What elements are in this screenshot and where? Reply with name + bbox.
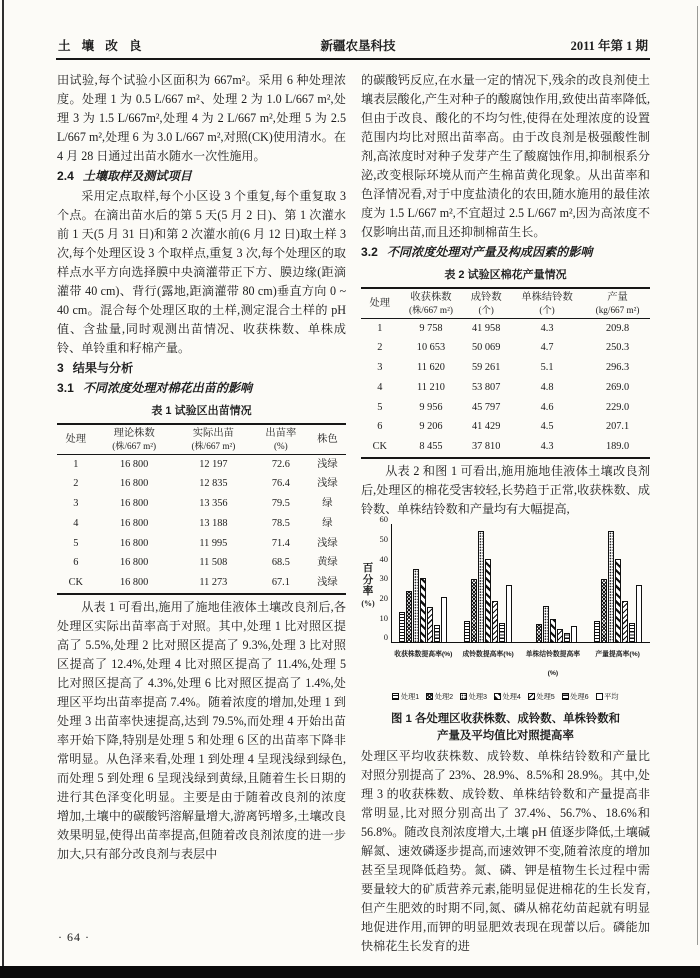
table-cell: 3 — [377, 362, 383, 374]
bar-处理3 — [543, 606, 549, 643]
bar-处理3 — [413, 569, 419, 643]
table-cell: 12 197 — [199, 458, 228, 470]
table-cell: 76.4 — [271, 478, 290, 490]
table-row — [57, 495, 346, 515]
table-cell: 59 261 — [472, 362, 501, 374]
bar-处理5 — [492, 601, 498, 642]
bar-处理2 — [601, 579, 607, 643]
section-number: 2.4 — [57, 169, 74, 183]
bar-处理2 — [406, 591, 412, 642]
journal-title: 新疆农垦科技 — [320, 39, 396, 53]
bar-group — [529, 606, 578, 643]
table-cell: 浅绿 — [317, 537, 338, 549]
table-row — [57, 455, 346, 475]
table-row — [361, 378, 650, 398]
legend-item: 处理2 — [426, 687, 453, 706]
bar-group — [464, 531, 513, 643]
table-cell: 78.5 — [271, 517, 290, 529]
bar-处理6 — [629, 623, 635, 642]
column-header: 处理 — [57, 424, 95, 455]
table-cell: 9 956 — [419, 401, 443, 413]
table-cell: 1 — [377, 322, 383, 334]
table-cell: 72.6 — [271, 458, 290, 470]
column-header: 收获株数 (株/667 m²) — [399, 288, 464, 319]
table-row — [361, 319, 650, 339]
section-number: 3.2 — [361, 245, 378, 259]
table-cell: 16 800 — [120, 557, 149, 569]
right-column — [361, 71, 650, 956]
paragraph-acid-reaction: 的碳酸钙反应,在水量一定的情况下,残余的改良剂使土壤表层酸化,产生对种子的酸腐蚀作用,致使出苗率降低,但由于改良、酸化的不均匀性,使得在处理浓度的设置范围内均比对照出苗率高。由于改良剂是极强酸性制剂,高浓度时对种子发芽产生了酸腐蚀作用,抑制根系分泌,改变根际环境从而产生棉苗黄化现象。从出苗率和色泽情况看,对于中度盐渍化的农田,随水施用的最佳浓度为 1.5 L/667 m²,不宜超过 2.5 L/667 m²,因为高浓度不仅影响出苗,而且还抑制棉苗生长。 — [361, 73, 650, 239]
table-cell: 5.1 — [540, 362, 554, 374]
two-column-body — [57, 71, 650, 956]
legend-swatch — [562, 693, 569, 700]
column-header: 理论株数 (株/667 m²) — [95, 424, 174, 455]
column-header: 实际出苗 (株/667 m²) — [174, 424, 253, 455]
legend-swatch — [392, 693, 399, 700]
table1-caption: 表 1 试验区出苗情况 — [151, 405, 252, 417]
y-tick-label: 50 — [379, 533, 388, 544]
table-cell: 绿 — [322, 517, 333, 529]
table-cell: 1 — [73, 458, 79, 470]
table-cell: 41 429 — [472, 421, 501, 433]
table-cell: 16 800 — [120, 537, 149, 549]
table-cell: 3 — [73, 498, 79, 510]
paragraph-field-trial: 田试验,每个试验小区面积为 667m²。采用 6 种处理浓度。处理 1 为 0.5 L/667 m²、处理 2 为 1.0 L/667 m²,处理 3 为 1.5 L/667m²,处理 4 为 2 L/667 m²,处理 5 为 2.5 L/667 m²,处理 6 为 3.0 L/667 m²,对照(CK)使用清水。在 4 月 28 日通过出苗水随水一次性施用。 — [57, 73, 346, 163]
bar-处理5 — [557, 629, 563, 643]
table-cell: 2 — [377, 342, 383, 354]
table-cell: 229.0 — [605, 401, 630, 413]
section-title: 不同浓度处理对棉花出苗的影响 — [82, 381, 253, 395]
table-cell: 黄绿 — [317, 557, 338, 569]
x-category-label: 成铃数提高率(%) — [462, 651, 514, 659]
table-row — [361, 418, 650, 438]
table-cell: 11 273 — [199, 576, 228, 588]
table-row — [57, 534, 346, 554]
column-header: 产量 (kg/667 m²) — [585, 288, 650, 319]
table-cell: 296.3 — [605, 362, 630, 374]
legend-item: 处理4 — [494, 687, 521, 706]
bar-处理5 — [622, 601, 628, 643]
table-cell: 250.3 — [605, 342, 630, 354]
table-cell: CK — [68, 576, 83, 588]
table-header-row — [361, 288, 650, 319]
column-header: 株色 — [309, 424, 346, 455]
table-cell: 4 — [73, 517, 79, 529]
table-cell: 68.5 — [271, 557, 290, 569]
y-axis — [375, 514, 391, 643]
bar-处理3 — [478, 531, 484, 643]
bar-group — [594, 531, 643, 643]
table-cell: CK — [372, 440, 387, 452]
y-tick-label: 30 — [379, 573, 388, 584]
table-cell: 2 — [73, 478, 79, 490]
table-cell: 10 653 — [416, 342, 446, 354]
chart-legend — [361, 687, 650, 706]
y-tick-label: 20 — [379, 592, 388, 603]
section-heading-3-1 — [57, 379, 346, 398]
table-row — [57, 514, 346, 534]
table-cell: 4.5 — [540, 421, 554, 433]
table-cell: 11 995 — [199, 537, 228, 549]
column-header: 单株结铃数 (个) — [509, 288, 585, 319]
scan-edge-left — [2, 0, 4, 978]
table-cell: 4.6 — [540, 401, 554, 413]
bar-平均 — [441, 597, 447, 642]
bar-处理4 — [485, 559, 491, 642]
paragraph-table1-analysis: 从表 1 可看出,施用了施地佳液体土壤改良剂后,各处理区实际出苗率高于对照。其中,处理 1 比对照区提高了 5.5%,处理 2 比对照区提高了 9.3%,处理 3 比对照区提高了 12.4%,处理 4 比对照区提高了 11.4%,处理 5 比对照区提高了 4.3%,处理 6 比对照区提高了 1.4%,处理区平均出苗率提高 7.4%。随着浓度的增加,处理 1 到处理 3 出苗率快速提高,达到 79.5%,而处理 4 开始出苗率开始下降,特别是处理 5 和处理 6 区的出苗率下降非常明显。从色泽来看,处理 1 到处理 4 呈现浅绿到绿色,而处理 5 到处理 6 呈现浅绿到黄绿,且随着生长日期的进行其色泽变化明显。主要是由于随着改良剂的浓度增加,土壤中的碳酸钙溶解量增大,游离钙增多,土壤改良效果明显,使得出苗率提高,但随着改良剂浓度的进一步加大,只有部分改良剂与表层中 — [57, 600, 346, 862]
column-header: 成铃数 (个) — [463, 288, 509, 319]
bar-处理3 — [608, 531, 614, 643]
figure1 — [361, 514, 650, 745]
table-cell: 6 — [377, 421, 383, 433]
legend-item: 处理6 — [562, 687, 589, 706]
page-header — [58, 36, 648, 54]
y-tick-label: 60 — [379, 514, 388, 525]
bar-平均 — [571, 626, 577, 643]
table-row — [57, 475, 346, 495]
table-cell: 9 758 — [419, 322, 443, 334]
table-cell: 4.7 — [540, 342, 554, 354]
legend-item: 处理1 — [392, 687, 419, 706]
bar-处理1 — [399, 612, 405, 642]
bar-处理2 — [536, 624, 542, 642]
table-cell: 浅绿 — [317, 458, 338, 470]
table-cell: 4.8 — [540, 381, 554, 393]
table-cell: 79.5 — [271, 498, 290, 510]
y-tick-label: 10 — [379, 612, 388, 623]
table-row — [57, 574, 346, 595]
table-cell: 9 206 — [419, 421, 443, 433]
table-row — [361, 339, 650, 359]
section-title: 不同浓度处理对产量及构成因素的影响 — [386, 245, 593, 259]
table-cell: 207.1 — [605, 421, 630, 433]
figure1-chart — [361, 514, 650, 643]
table-cell: 浅绿 — [317, 576, 338, 588]
column-header: 处理 — [361, 288, 399, 319]
y-tick-label: 0 — [383, 632, 388, 643]
table-cell: 11 508 — [199, 557, 228, 569]
table-cell: 5 — [377, 401, 383, 413]
column-section-label: 土 壤 改 良 — [58, 39, 146, 53]
section-heading-3 — [57, 359, 346, 378]
table-cell: 41 958 — [472, 322, 501, 334]
table-cell: 4.3 — [540, 322, 554, 334]
scan-bottom-bar — [0, 966, 700, 978]
table-row — [361, 398, 650, 418]
data-table — [57, 423, 346, 595]
table-cell: 16 800 — [120, 517, 149, 529]
table-row — [361, 438, 650, 459]
legend-swatch — [494, 693, 501, 700]
section-number: 3.1 — [57, 381, 74, 395]
bar-处理6 — [499, 623, 505, 642]
y-axis-label: 百 分 率 (%) — [361, 563, 375, 608]
section-number: 3 — [57, 361, 64, 375]
section-heading-3-2 — [361, 243, 650, 262]
x-category-label: 单株结铃数提高率(%) — [525, 651, 581, 678]
legend-swatch — [528, 693, 535, 700]
table-cell: 11 620 — [417, 362, 445, 374]
table-cell: 45 797 — [472, 401, 501, 413]
table-cell: 209.8 — [605, 322, 630, 334]
left-column — [57, 71, 346, 956]
bar-处理1 — [594, 621, 600, 643]
plot-area — [391, 524, 650, 643]
table-cell: 189.0 — [605, 440, 630, 452]
bar-平均 — [506, 585, 512, 642]
section-heading-2-4 — [57, 167, 346, 186]
table-row — [57, 554, 346, 574]
bar-处理2 — [471, 579, 477, 643]
bar-处理5 — [427, 607, 433, 642]
table2-caption: 表 2 试验区棉花产量情况 — [444, 269, 567, 281]
table-cell: 16 800 — [120, 458, 149, 470]
legend-swatch — [426, 693, 433, 700]
legend-item: 处理5 — [528, 687, 555, 706]
legend-item: 处理3 — [460, 687, 487, 706]
table-cell: 16 800 — [120, 478, 149, 490]
table-cell: 11 210 — [417, 381, 445, 393]
table-cell: 13 188 — [199, 517, 228, 529]
table-cell: 16 800 — [120, 576, 149, 588]
table-cell: 53 807 — [472, 381, 501, 393]
table1-container — [57, 423, 346, 595]
scan-edge-right — [697, 6, 698, 945]
table-cell: 16 800 — [120, 498, 149, 510]
legend-item: 平均 — [596, 687, 619, 706]
section-title: 土壤取样及测试项目 — [82, 169, 192, 183]
table-cell: 4.3 — [540, 440, 554, 452]
table-row — [361, 359, 650, 379]
bar-处理1 — [464, 621, 470, 643]
data-table — [361, 287, 650, 459]
table-cell: 4 — [377, 381, 383, 393]
table2-container — [361, 287, 650, 459]
table-cell: 67.1 — [271, 576, 290, 588]
bar-group — [399, 569, 448, 643]
bar-处理6 — [564, 633, 570, 642]
bar-处理4 — [420, 578, 426, 642]
x-category-label: 产量提高率(%) — [595, 651, 640, 659]
table-cell: 5 — [73, 537, 79, 549]
table-cell: 8 455 — [419, 440, 443, 452]
table-cell: 50 069 — [472, 342, 501, 354]
legend-swatch — [596, 693, 603, 700]
table-cell: 71.4 — [271, 537, 290, 549]
paragraph-sampling: 采用定点取样,每个小区设 3 个重复,每个重复取 3 个点。在滴出苗水后的第 5 天(5 月 2 日)、第 1 次灌水前 1 天(5 月 31 日)和第 2 次灌水前(6 月 12 日)取土样 3 次,每个处理区设 3 个取样点,重复 3 次,每个处理区的取样点水平方向选择膜中央滴灌带正下方、膜边缘(距滴灌带 40 cm)、背行(露地,距滴灌带 80 cm)垂直方向 0 ~ 40 cm。混合每个处理区取的土样,测定混合土样的 pH 值、含盐量,同时观测出苗情况、收获株数、单株成铃、单铃重和籽棉产量。 — [57, 189, 346, 355]
bar-处理4 — [615, 559, 621, 642]
legend-swatch — [460, 693, 467, 700]
section-title: 结果与分析 — [72, 361, 134, 375]
table-cell: 6 — [73, 557, 79, 569]
table-cell: 绿 — [322, 498, 333, 510]
x-category-label: 收获株数提高率(%) — [394, 651, 453, 659]
paragraph-results: 处理区平均收获株数、成铃数、单株结铃数和产量比对照分别提高了 23%、28.9%、8.5%和 28.9%。其中,处理 3 的收获株数、成铃数、单株结铃数和产量提高非常明显,比对照分别高出了 37.4%、56.7%、18.6%和 56.8%。随改良剂浓度增大,土壤 pH 值逐步降低,土壤碱解氮、速效磷逐步提高,而速效钾不变,随着浓度的增加甚至呈现降低趋势。氮、磷、钾是植物生长过程中需要量较大的矿质营养元素,能明显促进棉花的生长发育,但产生肥效的时期不同,氮、磷从棉花幼苗起就有明显地促进作用,而钾的明显肥效表现在现蕾以后。磷能加快棉花生长发育的进 — [361, 749, 650, 954]
paragraph-table2-intro: 从表 2 和图 1 可看出,施用施地佳液体土壤改良剂后,处理区的棉花受害较轻,长势趋于正常,收获株数、成铃数、单株结铃数和产量均有大幅提高, — [361, 464, 650, 517]
table-cell: 37 810 — [472, 440, 501, 452]
bar-平均 — [636, 585, 642, 642]
figure1-caption: 图 1 各处理区收获株数、成铃数、单株铃数和产量及平均值比对照提高率 — [390, 713, 621, 743]
header-rule — [56, 58, 650, 60]
x-axis-category-labels — [391, 645, 650, 683]
table-cell: 浅绿 — [317, 478, 338, 490]
bar-处理4 — [550, 619, 556, 642]
table-header-row — [57, 424, 346, 455]
table-cell: 12 835 — [199, 478, 228, 490]
issue-label: 2011 年第 1 期 — [570, 39, 648, 53]
column-header: 出苗率 (%) — [253, 424, 309, 455]
bar-处理6 — [434, 625, 440, 643]
table-cell: 13 356 — [199, 498, 228, 510]
y-tick-label: 40 — [379, 553, 388, 564]
page-number: · 64 · — [58, 930, 90, 944]
table-cell: 269.0 — [605, 381, 630, 393]
